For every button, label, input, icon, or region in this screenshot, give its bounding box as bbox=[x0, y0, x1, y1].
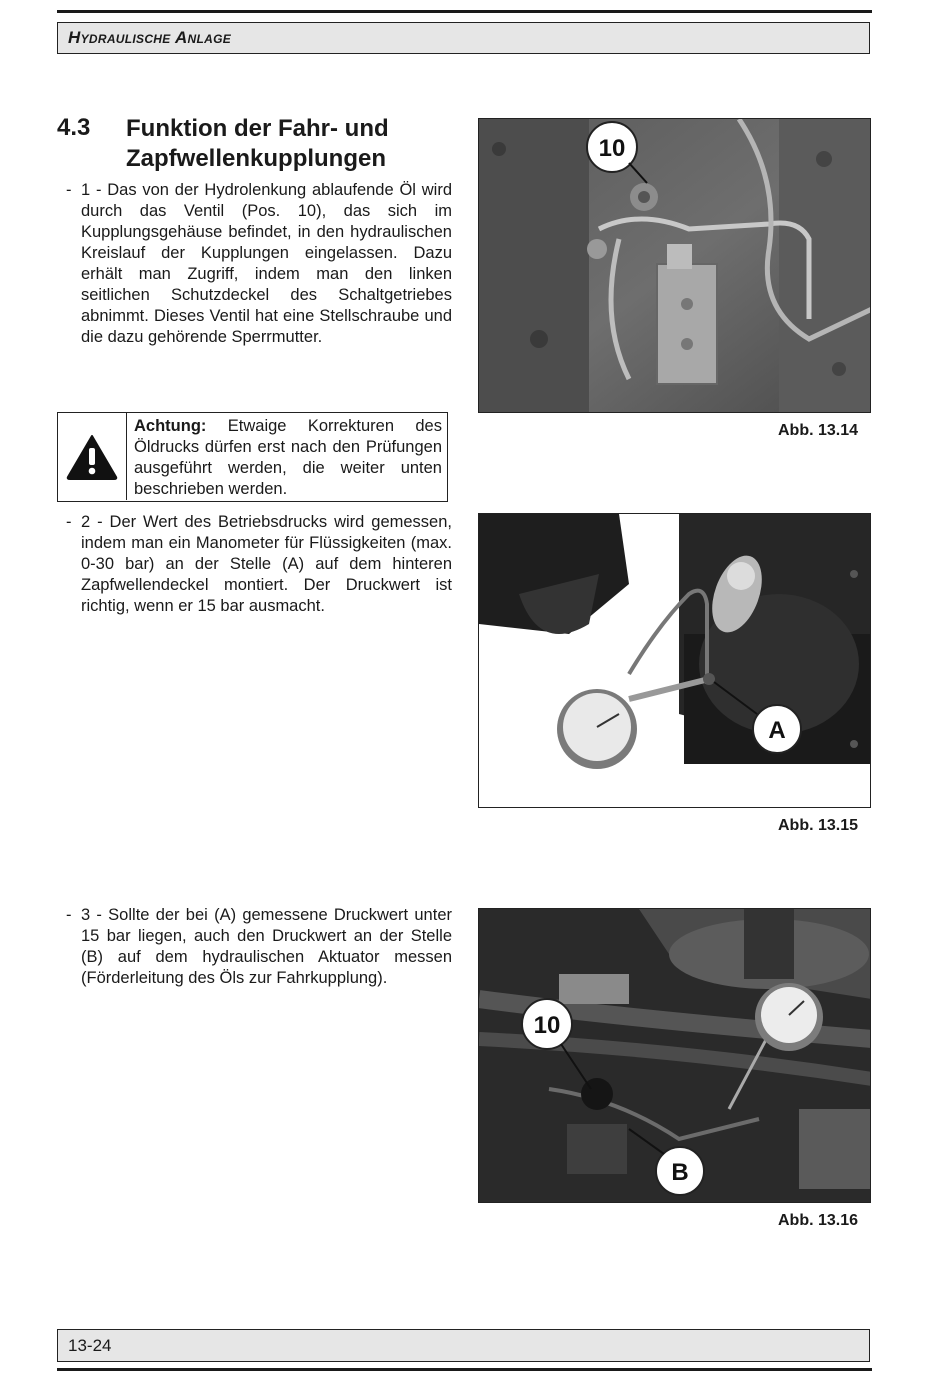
figure-13-14-photo bbox=[478, 118, 871, 413]
paragraph-3-text: 3 - Sollte der bei (A) gemessene Druckwert unter 15 bar liegen, auch den Druckwert an der Stelle (B) auf dem hydraulischen Aktuator messen (Förderleitung des Öls zur Fahrkupplung). bbox=[81, 906, 452, 987]
bullet-dash: - bbox=[66, 906, 72, 924]
running-header bbox=[57, 22, 870, 54]
callout-10 bbox=[522, 999, 572, 1049]
warning-body: Etwaige Korrekturen des Öldrucks dürfen erst nach den Prüfungen ausgeführt werden, die weiter unten beschrieben werden. bbox=[134, 417, 442, 498]
figure-13-15-photo bbox=[478, 513, 871, 808]
header-title: Hydraulische Anlage bbox=[68, 28, 232, 47]
section-number: 4.3 bbox=[57, 114, 91, 141]
warning-icon-cell bbox=[58, 413, 127, 500]
paragraph-2 bbox=[66, 512, 452, 617]
paragraph-2-text: 2 - Der Wert des Betriebsdrucks wird gemessen, indem man ein Manometer für Flüssigkeiten (max. 0-30 bar) an der Stelle (A) auf dem hinteren Zapfwellendeckel montiert. Der Druckwert ist richtig, wenn er 15 bar ausmacht. bbox=[81, 513, 452, 615]
warning-triangle-icon bbox=[66, 434, 118, 480]
bullet-dash: - bbox=[66, 513, 72, 531]
pressure-gauge bbox=[557, 689, 637, 769]
callout-label-10: 10 bbox=[598, 135, 626, 162]
top-rule bbox=[57, 10, 872, 13]
callout-label-a: A bbox=[768, 717, 786, 744]
callout-label-10: 10 bbox=[533, 1012, 561, 1039]
figure-13-15-caption: Abb. 13.15 bbox=[778, 817, 859, 834]
callout-a bbox=[753, 705, 801, 753]
paragraph-3 bbox=[66, 905, 452, 989]
section-title: Funktion der Fahr- und Zapfwellenkupplungen bbox=[126, 115, 389, 172]
figure-13-14-caption: Abb. 13.14 bbox=[778, 422, 859, 439]
paragraph-1-text: 1 - Das von der Hydrolenkung ablaufende Öl wird durch das Ventil (Pos. 10), das sich im Kupplungsgehäuse befindet, in den hydraulischen Kreislauf der Kupplungen eingelassen. Dazu erhält man Zugriff, indem man den linken seitlichen Schutzdeckel des Schaltgetriebes abnimmt. Dieses Ventil hat eine Stellschraube und die dazu gehörende Sperrmutter. bbox=[81, 181, 452, 346]
paragraph-1 bbox=[66, 180, 452, 348]
page-number: 13-24 bbox=[68, 1335, 112, 1355]
bottom-rule bbox=[57, 1368, 872, 1371]
running-footer bbox=[57, 1329, 870, 1362]
warning-label: Achtung: bbox=[134, 417, 207, 435]
bullet-dash: - bbox=[66, 181, 72, 199]
figure-13-16-photo bbox=[478, 908, 871, 1203]
warning-box bbox=[57, 412, 448, 502]
warning-text bbox=[134, 416, 442, 500]
pressure-gauge bbox=[755, 983, 823, 1051]
callout-label-b: B bbox=[671, 1159, 689, 1186]
figure-13-16-caption: Abb. 13.16 bbox=[778, 1212, 859, 1229]
